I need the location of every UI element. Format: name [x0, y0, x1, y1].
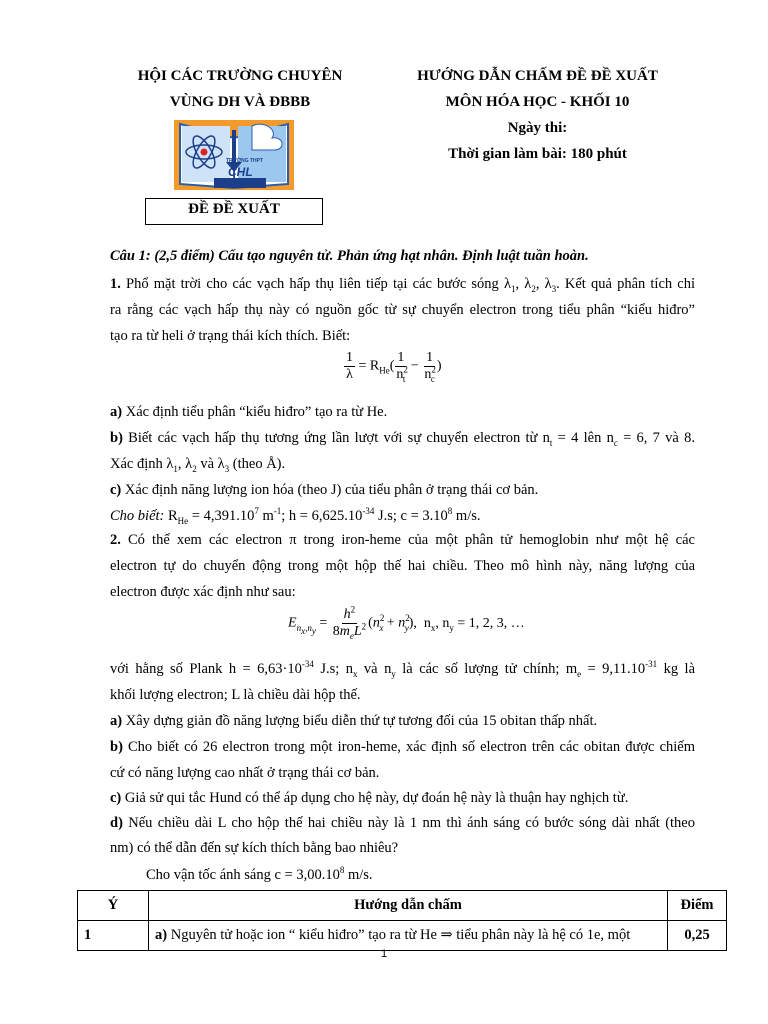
table-header-row [78, 891, 727, 921]
school-logo [174, 116, 294, 192]
q1-part2-line2: electron tự do chuyển động trong một hộp thế hai chiều. Theo mô hình này, năng lượng của [110, 558, 695, 574]
q1-given: Cho biết: $R_{He} = 4,391.10^7$ $m^{-1}$; $h = 6,625.10^{-34}$ J.s; $c = 3.10^8$ m/s. [110, 506, 481, 526]
page-number: 1 [380, 948, 388, 960]
q1-part1-line1: 1. Phổ mặt trời cho các vạch hấp thụ liên tiếp tại các bước sóng $\lambda_1$, $\lambda_2$, $\lambda_3$. Kết quả phân tích chỉ [110, 276, 696, 294]
header-subject: MÔN HÓA HỌC - KHỐI 10 [445, 94, 630, 110]
q1a: a) Xác định tiểu phân “kiểu hiđro” tạo ra từ He. [110, 404, 388, 420]
table-header-score: Điểm [668, 891, 727, 921]
q1c: c) Xác định năng lượng ion hóa (theo J) của tiểu phân ở trạng thái cơ bản. [110, 482, 539, 498]
q1-part2-line4: với hằng số Plank $h = 6,63\cdot 10^{-34}$ J.s; $n_x$ và $n_y$ là các số lượng tử chính; $m_e = 9,11.10^{-31}$ kg là [110, 659, 696, 679]
q2c: c) Giả sử qui tắc Hund có thể áp dụng cho hệ này, dự đoán hệ này là thuận hay nghịch từ. [110, 790, 629, 806]
header-exam-date: Ngày thi: [507, 120, 568, 136]
logo-text-main: CHL [228, 165, 253, 179]
q1b-line2: Xác định $\lambda_1$, $\lambda_2$ và $\lambda_3$ (theo Å). [110, 456, 286, 474]
q1-part1-line3: tạo ra từ heli ở trạng thái kích thích. Biết: [110, 328, 351, 344]
q1c-text: Xác định năng lượng ion hóa (theo J) của tiểu phân ở trạng thái cơ bản. [124, 482, 539, 498]
grading-table [77, 890, 727, 951]
q1-part2-line3: electron được xác định như sau: [110, 584, 296, 600]
table-cell-item: 1 [78, 921, 149, 951]
q2b-line2: cứ có năng lượng cao nhất ở trạng thái cơ bản. [110, 765, 380, 781]
table-cell-score: 0,25 [668, 921, 727, 951]
q2b-line1: b) Cho biết có 26 electron trong một iron-heme, xác định số electron trên các obitan được chiếm [110, 739, 695, 755]
table-row [78, 921, 727, 951]
question-title: Câu 1: (2,5 điểm) Cấu tạo nguyên tử. Phản ứng hạt nhân. Định luật tuần hoàn. [110, 248, 589, 264]
header-title: HƯỚNG DẪN CHẤM ĐỀ ĐỀ XUẤT [417, 68, 658, 84]
logo-text-top: TRƯỜNG THPT [226, 158, 264, 164]
q2a: a) Xây dựng giản đồ năng lượng biểu diễn thứ tự tương đối của 15 obitan thấp nhất. [110, 713, 598, 729]
table-header-guide: Hướng dẫn chấm [149, 891, 668, 921]
header-org-line2: VÙNG DH VÀ ĐBBB [169, 94, 311, 110]
header-duration: Thời gian làm bài: 180 phút [448, 146, 627, 162]
q1b-line1: b) Biết các vạch hấp thụ tương ứng lần lượt với sự chuyển electron từ $n_t = 4$ lên $n_c = 6$, 7 và 8. [110, 430, 695, 448]
q2a-text: Xây dựng giản đồ năng lượng biểu diễn thứ tự tương đối của 15 obitan thấp nhất. [125, 713, 598, 729]
formula-energy: $E_{n_x,n_y}$ = $\frac{h^2}{8m_eL^2}$ $(n^2_x + n^2_y)$, $n_x$, $n_y = 1$, 2, 3, … [288, 604, 525, 641]
q2c-text: Giả sử qui tắc Hund có thể áp dụng cho hệ này, dự đoán hệ này là thuận hay nghịch từ. [124, 790, 629, 806]
table-cell-guide: a) Nguyên tử hoặc ion “ kiểu hiđro” tạo ra từ He ⇒ tiểu phân này là hệ có 1e, một [149, 921, 668, 951]
q2d-line2: nm) có thể dẫn đến sự kích thích bằng bao nhiêu? [110, 840, 399, 856]
formula-rydberg: $\frac{1}{\lambda}$ = $R_{He}$( $\frac{1}{n^2_t}$ − $\frac{1}{n^2_c}$ ) [346, 350, 442, 384]
q2d-line1: d) Nếu chiều dài L cho hộp thế hai chiều này là 1 nm thì ánh sáng có bước sóng dài nhất (theo [110, 815, 695, 831]
header-org-line1: HỘI CÁC TRƯỜNG CHUYÊN [137, 68, 343, 84]
q1-part2-line1: 2. Có thể xem các electron π trong iron-heme của một phân tử hemoglobin như một hệ các [110, 532, 695, 548]
proposal-box: ĐỀ ĐỀ XUẤT [145, 198, 323, 225]
table-header-item: Ý [78, 891, 149, 921]
light-speed: Cho vận tốc ánh sáng $c = 3,00.10^8$ m/s. [146, 865, 373, 883]
q1a-text: Xác định tiểu phân “kiểu hiđro” tạo ra từ He. [125, 404, 388, 420]
q1-part2-line5: khối lượng electron; L là chiều dài hộp thế. [110, 687, 361, 703]
q1-part1-line2: ra rằng các vạch hấp thụ này có nguồn gốc từ sự chuyển electron trong tiểu phân “kiểu hiđro” [110, 302, 695, 318]
